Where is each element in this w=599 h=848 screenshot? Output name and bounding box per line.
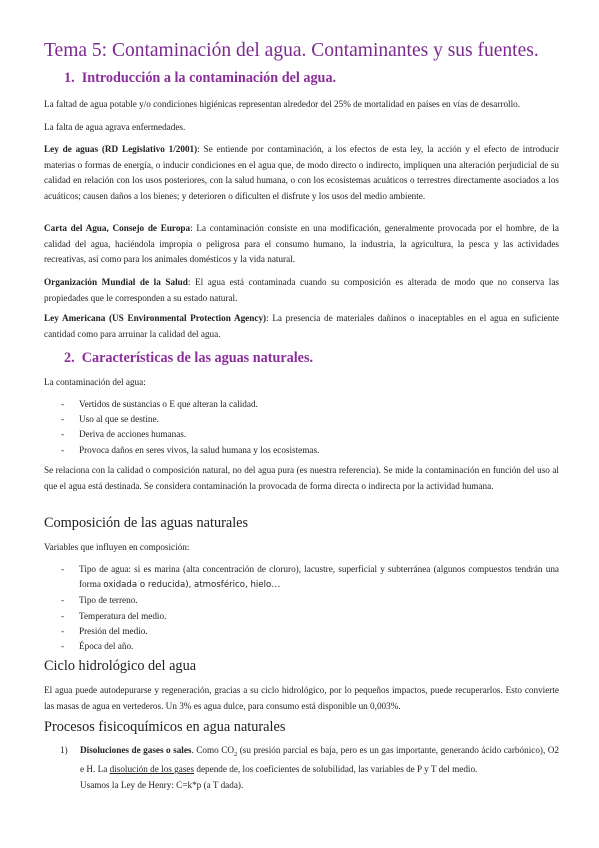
paragraph-mortalidad: La faltad de agua potable y/o condiciones higiénicas representan alrededor del 25% de mortalidad en países en vías de desarrollo. bbox=[44, 99, 521, 109]
definition-text: : La contaminación consiste en una modificación, generalmente provocada por el hombre, de la calidad del agua, haciéndola impropia o peligrosa para el consumo humano, la industria, la agricultura, la pesca y las actividades recreativas, así como para los animales domésticos y la vida natural. bbox=[44, 223, 559, 265]
definition-epa bbox=[44, 311, 559, 342]
paragraph-variables: Variables que influyen en composición: bbox=[44, 542, 190, 552]
list-item: - Deriva de acciones humanas. bbox=[61, 429, 187, 440]
page-title: Tema 5: Contaminación del agua. Contaminantes y sus fuentes. bbox=[44, 40, 539, 61]
list-item: - Tipo de agua: si es marina (alta concentración de cloruro), lacustre, superficial y subterránea (algunos compuestos tendrán una forma oxidada o reducida), atmosférico, hielo… bbox=[61, 564, 559, 591]
section-label: Características de las aguas naturales. bbox=[81, 350, 314, 366]
list-item: - Tipo de terreno. bbox=[61, 595, 138, 606]
paragraph-contaminacion-intro: La contaminación del agua: bbox=[44, 377, 146, 387]
section-label: Introducción a la contaminación del agua. bbox=[81, 70, 337, 86]
definition-oms bbox=[44, 275, 559, 306]
section-heading-caracteristicas bbox=[64, 350, 313, 367]
section-number: 2. bbox=[64, 350, 75, 366]
underlined-text: disolución de los gases bbox=[109, 764, 195, 775]
definition-ley-aguas bbox=[44, 142, 559, 204]
paragraph-falta-agua: La falta de agua agrava enfermedades. bbox=[44, 122, 186, 132]
section-number: 1. bbox=[64, 70, 75, 86]
list-item: - Uso al que se destine. bbox=[61, 414, 159, 425]
paragraph-relaciona: Se relaciona con la calidad o composición natural, no del agua pura (es nuestra referencia). Se mide la contaminación en función del uso al que el agua está destinada. Se considera contaminación la provocada de forma directa o indirecta por la actividad humana. bbox=[44, 465, 559, 491]
subheading-ciclo: Ciclo hidrológico del agua bbox=[44, 658, 197, 674]
definition-term: Carta del Agua, Consejo de Europa bbox=[44, 223, 191, 233]
handwritten-note: oxidada o reducida), atmosférico, hielo bbox=[103, 580, 272, 591]
definition-text: : Se entiende por contaminación, a los efectos de esta ley, la acción y el efecto de introducir materias o formas de energía, o inducir condiciones en el agua que, de modo directo o indirecto, impliquen una alteración perjudicial de su calidad en relación con los usos posteriores, con la salud humana, o con los ecosistemas acuáticos o terrestres directamente asociados a los acuáticos; causen daños a los bienes; y deterioren o dificulten el disfrute y los usos del medio ambiente. bbox=[44, 144, 559, 201]
list-variables bbox=[44, 562, 559, 654]
definition-term: Ley Americana (US Environmental Protection Agency) bbox=[44, 313, 267, 323]
section-heading-introduccion bbox=[64, 70, 336, 87]
list-item: - Temperatura del medio. bbox=[61, 610, 167, 621]
henry-law-line: Usamos la Ley de Henry: C=k*p (a T dada). bbox=[80, 779, 244, 790]
paragraph-ciclo: El agua puede autodepurarse y regeneración, gracias a su ciclo hidrológico, por lo pequeños impactos, puede recuperarlos. Esto convierte las masas de agua en vertederos. Un 3% es agua dulce, para consumo está disponible un 0,003%. bbox=[44, 685, 559, 711]
definition-term: Ley de aguas (RD Legislativo 1/2001) bbox=[44, 144, 198, 154]
list-item: - Época del año. bbox=[61, 641, 134, 652]
list-item: - Vertidos de sustancias o E que alteran la calidad. bbox=[61, 399, 258, 409]
list-contaminacion bbox=[44, 397, 559, 458]
definition-text: : El agua está contaminada cuando su composición es alterada de modo que no conserva las propiedades que le corresponden a su estado natural. bbox=[44, 277, 559, 303]
item-number: 1) bbox=[60, 745, 68, 755]
definition-carta-agua bbox=[44, 221, 559, 268]
item-term: Disoluciones de gases o sales bbox=[80, 745, 192, 755]
list-item: - Provoca daños en seres vivos, la salud humana y los ecosistemas. bbox=[61, 444, 320, 455]
definition-text: : La presencia de materiales dañinos o inaceptables en el agua en suficiente cantidad como para arruinar la calidad del agua. bbox=[44, 313, 559, 339]
numbered-item-disoluciones: 1) Disoluciones de gases o sales. Como $CO_2$ (su presión parcial es baja, pero es un gas importante, generando ácido carbónico), O2 e H. La disolución de los gases depende de, los coeficientes de solubilidad, las variables de P y T del medio. Usamos la Ley de Henry: C=k*p (a T dada). bbox=[60, 743, 559, 793]
subheading-composicion: Composición de las aguas naturales bbox=[44, 515, 249, 531]
list-item: - Presión del medio. bbox=[61, 625, 148, 636]
definition-term: Organización Mundial de la Salud bbox=[44, 277, 188, 287]
subheading-procesos: Procesos fisicoquímicos en agua naturales bbox=[44, 719, 286, 735]
